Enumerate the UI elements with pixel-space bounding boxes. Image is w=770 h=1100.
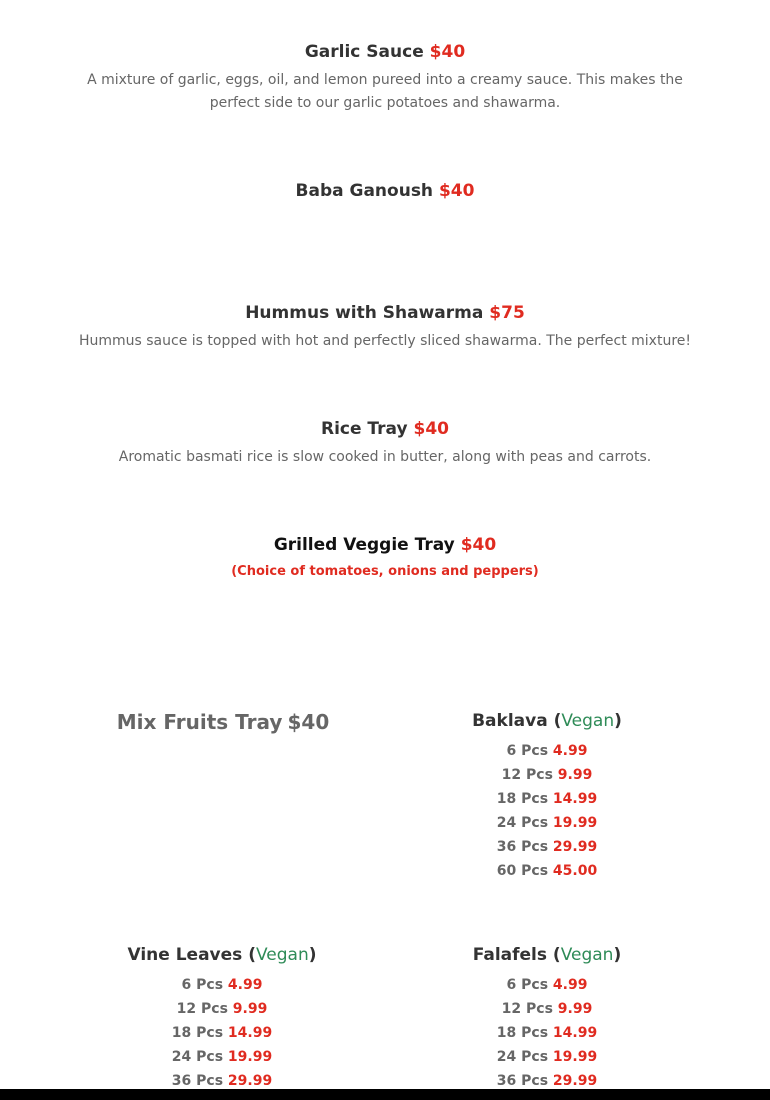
quantity-price: 14.99 xyxy=(552,791,598,807)
item-title xyxy=(0,303,770,323)
quantity-price: 14.99 xyxy=(552,1025,598,1041)
price-row xyxy=(72,973,372,997)
menu-item-garlic-sauce xyxy=(0,42,770,115)
quantity-label: 36 Pcs xyxy=(496,839,549,855)
item-price: $40 xyxy=(429,42,466,62)
quantity-price: 14.99 xyxy=(227,1025,273,1041)
item-description: Aromatic basmati rice is slow cooked in butter, along with peas and carrots. xyxy=(118,449,652,465)
menu-item-baba-ganoush xyxy=(0,181,770,201)
vegan-label: Vegan xyxy=(561,711,615,731)
menu-item-falafels xyxy=(397,943,697,1093)
item-description: Hummus sauce is topped with hot and perfectly sliced shawarma. The perfect mixture! xyxy=(78,333,692,349)
item-description xyxy=(0,69,770,115)
item-price: $40 xyxy=(438,181,475,201)
quantity-label: 6 Pcs xyxy=(506,743,549,759)
item-title: Baklava (Vegan) xyxy=(472,711,622,731)
item-name: Baba Ganoush xyxy=(295,181,434,201)
item-title xyxy=(0,181,770,201)
item-note: (Choice of tomatoes, onions and peppers) xyxy=(231,564,539,579)
quantity-price: 9.99 xyxy=(232,1001,268,1017)
price-row xyxy=(397,763,697,787)
quantity-price: 19.99 xyxy=(227,1049,273,1065)
item-description-line-1: A mixture of garlic, eggs, oil, and lemon pureed into a creamy sauce. This makes the xyxy=(87,72,683,88)
quantity-label: 24 Pcs xyxy=(496,1049,549,1065)
item-title: Falafels (Vegan) xyxy=(472,945,622,965)
quantity-label: 12 Pcs xyxy=(501,767,553,783)
item-name: Mix Fruits Tray xyxy=(116,710,283,734)
menu-item-mix-fruits-tray xyxy=(73,710,373,734)
price-row xyxy=(397,859,697,883)
price-row xyxy=(397,787,697,811)
quantity-price: 4.99 xyxy=(552,977,588,993)
item-price: $40 xyxy=(460,535,497,555)
item-description-line-2: perfect side to our garlic potatoes and shawarma. xyxy=(209,95,561,111)
price-row xyxy=(397,1021,697,1045)
quantity-price: 29.99 xyxy=(552,1073,598,1089)
quantity-price: 4.99 xyxy=(227,977,263,993)
item-name: Vine Leaves xyxy=(127,945,243,965)
menu-item-vine-leaves xyxy=(72,943,372,1093)
menu-item-hummus-shawarma xyxy=(0,303,770,353)
quantity-label: 6 Pcs xyxy=(506,977,549,993)
item-name: Garlic Sauce xyxy=(304,42,424,62)
quantity-label: 12 Pcs xyxy=(501,1001,553,1017)
quantity-price: 19.99 xyxy=(552,815,598,831)
price-row xyxy=(397,835,697,859)
price-list xyxy=(397,739,697,883)
quantity-label: 60 Pcs xyxy=(496,863,549,879)
item-price: $40 xyxy=(287,710,330,734)
quantity-label: 18 Pcs xyxy=(496,1025,549,1041)
quantity-price: 29.99 xyxy=(227,1073,273,1089)
price-row xyxy=(397,973,697,997)
quantity-label: 12 Pcs xyxy=(176,1001,228,1017)
quantity-label: 6 Pcs xyxy=(181,977,224,993)
item-name: Hummus with Shawarma xyxy=(245,303,484,323)
item-name: Rice Tray xyxy=(320,419,408,439)
quantity-label: 18 Pcs xyxy=(496,791,549,807)
quantity-label: 24 Pcs xyxy=(171,1049,224,1065)
price-row xyxy=(397,1045,697,1069)
item-name: Falafels xyxy=(472,945,547,965)
quantity-label: 36 Pcs xyxy=(171,1073,224,1089)
menu-item-baklava xyxy=(397,709,697,883)
price-row xyxy=(72,1021,372,1045)
item-title xyxy=(0,419,770,439)
item-title xyxy=(0,535,770,555)
quantity-price: 19.99 xyxy=(552,1049,598,1065)
vegan-label: Vegan xyxy=(560,945,614,965)
vegan-label: Vegan xyxy=(255,945,309,965)
price-row xyxy=(72,1045,372,1069)
quantity-price: 29.99 xyxy=(552,839,598,855)
item-name: Grilled Veggie Tray xyxy=(273,535,455,555)
item-title: Vine Leaves (Vegan) xyxy=(127,945,317,965)
quantity-label: 18 Pcs xyxy=(171,1025,224,1041)
item-name: Baklava xyxy=(472,711,548,731)
price-list xyxy=(397,973,697,1093)
price-row xyxy=(72,997,372,1021)
quantity-price: 45.00 xyxy=(552,863,598,879)
price-row xyxy=(397,739,697,763)
price-row xyxy=(397,811,697,835)
item-price: $40 xyxy=(413,419,449,439)
quantity-label: 36 Pcs xyxy=(496,1073,549,1089)
footer-bar xyxy=(0,1089,770,1100)
quantity-label: 24 Pcs xyxy=(496,815,549,831)
price-list xyxy=(72,973,372,1093)
item-price: $75 xyxy=(489,303,525,323)
quantity-price: 9.99 xyxy=(557,767,593,783)
menu-item-rice-tray xyxy=(0,419,770,469)
menu-item-grilled-veggie-tray xyxy=(0,535,770,579)
quantity-price: 9.99 xyxy=(557,1001,593,1017)
item-title xyxy=(0,42,770,62)
quantity-price: 4.99 xyxy=(552,743,588,759)
price-row xyxy=(397,997,697,1021)
